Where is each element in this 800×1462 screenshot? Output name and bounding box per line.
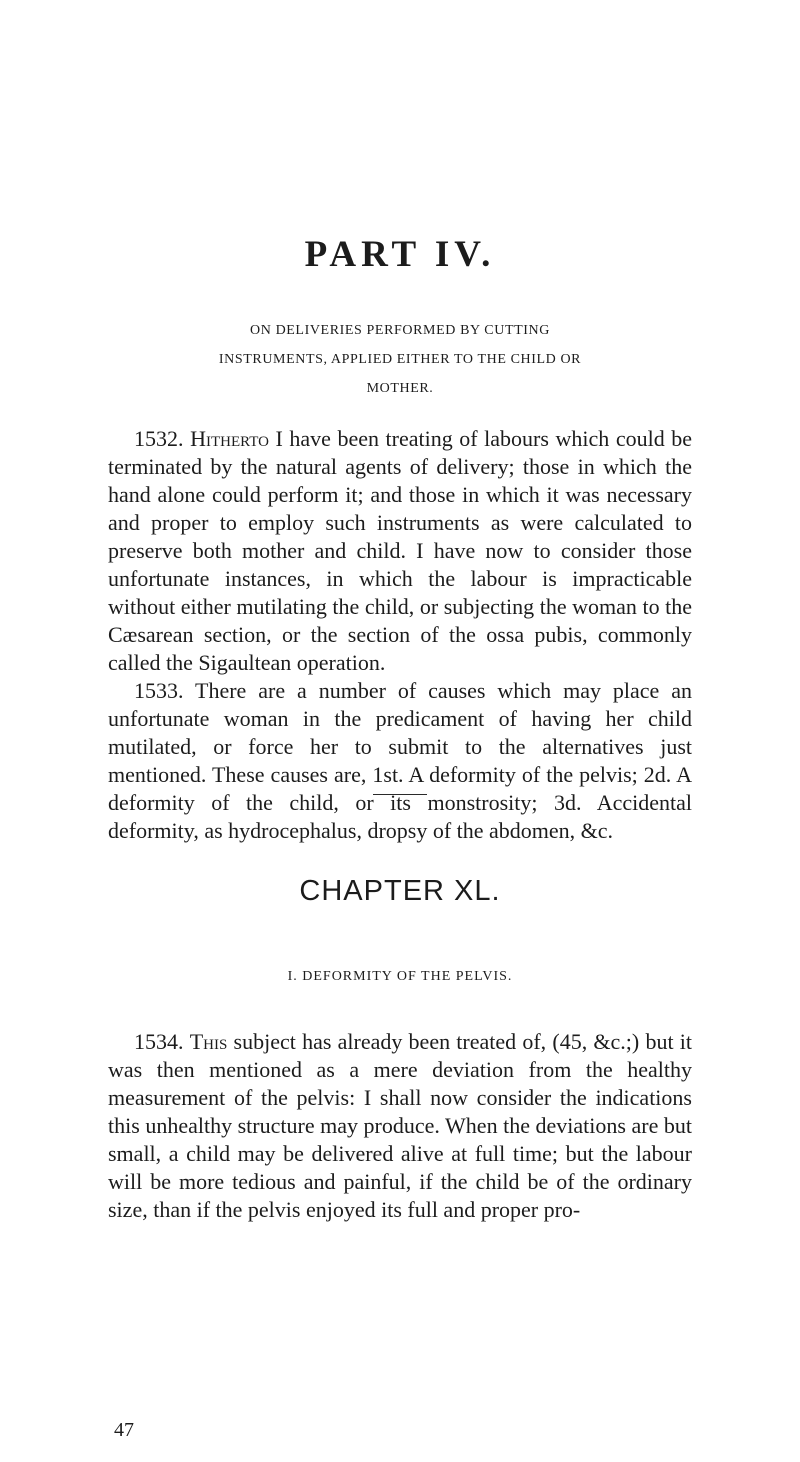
paragraph bbox=[108, 425, 692, 677]
paragraph bbox=[108, 1028, 692, 1224]
chapter-subtitle: I. DEFORMITY OF THE PELVIS. bbox=[287, 969, 513, 984]
body-text-top bbox=[108, 425, 692, 845]
paragraph-text: I have been treating of labours which could be terminated by the natural agents of delivery; those in which the hand alone could perform it; and those in which it was necessary and proper to employ such instruments as were calculated to preserve both mother and child. I have now to consider those unfortunate instances, in which the labour is impracticable without either mutilating the child, or subjecting the woman to the Cæsarean section, or the section of the ossa pubis, commonly called the Sigaultean operation. bbox=[108, 426, 693, 675]
paragraph-text: subject has already been treated of, (45, &c.;) but it was then mentioned as a mere deviation from the healthy measurement of the pelvis: I shall now consider the indications this unhealthy structure may produce. When the deviations are but small, a child may be delivered alive at full time; but the labour will be more tedious and painful, if the child be of the ordinary size, than if the pelvis enjoyed its full and proper pro- bbox=[108, 1029, 693, 1222]
paragraph bbox=[108, 677, 692, 845]
part-subtitle: ON DELIVERIES PERFORMED BY CUTTING INSTRUMENTS, APPLIED EITHER TO THE CHILD OR MOTHER. bbox=[218, 323, 582, 396]
paragraph-lead: This bbox=[189, 1029, 228, 1054]
paragraph-number: 1532. bbox=[134, 426, 184, 451]
chapter-title: CHAPTER XL. bbox=[299, 875, 501, 907]
paragraph-lead: Hitherto bbox=[190, 426, 269, 451]
body-text-bottom bbox=[108, 1028, 692, 1224]
paragraph-number: 1534. bbox=[134, 1029, 184, 1054]
paragraph-text: There are a number of causes which may place an unfortunate woman in the predicament of having her child mutilated, or force her to submit to the alternatives just mentioned. These causes are, 1st. A deformity of the pelvis; 2d. A deformity of the child, or its monstrosity; 3d. Accidental deformity, as hydrocephalus, dropsy of the abdomen, &c. bbox=[108, 678, 692, 843]
part-title: PART IV. bbox=[304, 234, 496, 275]
paragraph-number: 1533. bbox=[134, 678, 184, 703]
section-divider bbox=[373, 794, 427, 795]
page-number: 47 bbox=[114, 1419, 134, 1441]
